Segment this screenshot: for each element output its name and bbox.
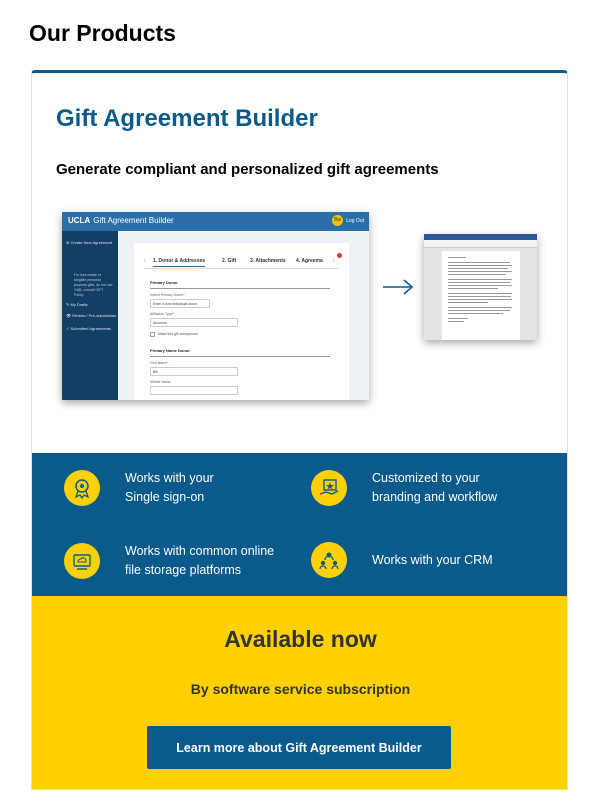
doc-line — [448, 307, 512, 308]
doc-line — [448, 293, 512, 294]
app-name: Gift Agreement Builder — [93, 216, 174, 225]
doc-line — [448, 265, 512, 266]
doc-line — [448, 262, 510, 263]
feature-branding — [311, 469, 537, 507]
sidebar-item-label: Review / Pre-submission — [72, 313, 117, 318]
product-subtitle: Generate compliant and personalized gift agreements — [56, 161, 439, 178]
sidebar-item-drafts: ✎ My Drafts — [66, 302, 88, 307]
anonymous-checkbox — [150, 332, 155, 337]
sidebar-item-label: Create New Agreement — [70, 240, 113, 245]
sso-badge-icon — [64, 470, 100, 506]
feature-line: Customized to your — [372, 471, 480, 485]
feature-crm — [311, 542, 537, 578]
arrow-right-icon — [382, 278, 414, 296]
select-donor-label: Select Primary Donor* — [150, 293, 185, 297]
first-name-label: First Name* — [150, 361, 169, 365]
affiliation-label: Affiliation Type* — [150, 312, 174, 316]
tab-donor: 1. Donor & Addresses — [153, 258, 205, 267]
feature-line: file storage platforms — [125, 563, 242, 577]
tab-attachments: 3. Attachments — [250, 258, 286, 264]
doc-toolbar — [424, 240, 537, 248]
sidebar-item-label: My Drafts — [70, 302, 88, 307]
app-user — [332, 215, 364, 226]
chevron-left-icon: ‹ — [144, 258, 146, 264]
doc-line — [448, 296, 511, 297]
crm-people-icon — [311, 542, 347, 578]
select-donor-field: Enter a new individual donor — [150, 299, 210, 308]
document-preview — [424, 234, 537, 340]
product-card — [31, 70, 568, 790]
page-heading: Our Products — [29, 20, 176, 46]
first-name-field: Bill — [150, 367, 238, 376]
tab-gift: 2. Gift — [222, 258, 237, 264]
cloud-storage-icon — [64, 543, 100, 579]
feature-line: Works with your — [125, 471, 214, 485]
doc-line — [448, 302, 488, 303]
doc-line — [448, 271, 512, 272]
learn-more-button[interactable]: Learn more about Gift Agreement Builder — [147, 726, 451, 769]
doc-line — [448, 282, 510, 283]
feature-line: Works with your CRM — [372, 552, 493, 567]
app-form — [134, 243, 349, 400]
feature-storage — [64, 542, 290, 580]
doc-line — [448, 310, 510, 311]
availability-subtitle: By software service subscription — [190, 681, 411, 697]
app-screenshot — [62, 212, 369, 400]
sidebar-note: For less estate or tangible personal property gifts, do not use GAB, consult GIFT Policy. — [74, 273, 113, 297]
feature-sso — [64, 469, 290, 507]
doc-line — [448, 288, 498, 289]
sidebar-item-review: 👁 Review / Pre-submission — [66, 313, 117, 318]
feature-line: branding and workflow — [372, 490, 498, 504]
avatar: Bw — [332, 215, 343, 226]
product-title: Gift Agreement Builder — [56, 105, 318, 132]
doc-line — [448, 285, 512, 286]
doc-line — [448, 274, 506, 275]
feature-line: Works with common online — [125, 544, 275, 558]
feature-line: Single sign-on — [125, 490, 205, 504]
doc-line — [448, 268, 508, 269]
branding-hand-icon — [311, 470, 347, 506]
anonymous-label: Make this gift anonymous — [158, 332, 198, 336]
logout-link: Log Out — [346, 217, 364, 224]
divider — [150, 356, 330, 357]
doc-line — [448, 279, 512, 280]
doc-line — [448, 318, 468, 319]
doc-line — [448, 299, 512, 300]
sidebar-item-create: ⊕ Create New Agreement — [66, 240, 113, 245]
sidebar-item-submitted: ✓ Submitted Agreements — [66, 326, 111, 331]
middle-name-field — [150, 386, 238, 395]
section-primary-name: Primary Name Donor — [150, 348, 190, 353]
tab-agreement: 4. Agreema — [296, 258, 323, 264]
doc-line — [448, 257, 466, 258]
availability-title: Available now — [224, 626, 377, 652]
doc-page — [442, 251, 520, 340]
notification-dot — [337, 253, 342, 258]
section-primary-donor: Primary Donor — [150, 280, 178, 285]
app-tabs — [144, 257, 339, 269]
availability-band — [32, 596, 568, 790]
chevron-right-icon: › — [333, 258, 335, 264]
app-topbar — [62, 212, 369, 231]
affiliation-field: Alumnus — [150, 318, 238, 327]
sidebar-item-label: Submitted Agreements — [70, 326, 111, 331]
doc-line — [448, 321, 464, 322]
doc-line — [448, 313, 503, 314]
features-band — [32, 453, 568, 596]
app-sidebar — [62, 231, 118, 400]
middle-name-label: Middle Name — [150, 380, 171, 384]
divider — [150, 288, 330, 289]
app-brand-logo: UCLA — [68, 216, 91, 225]
